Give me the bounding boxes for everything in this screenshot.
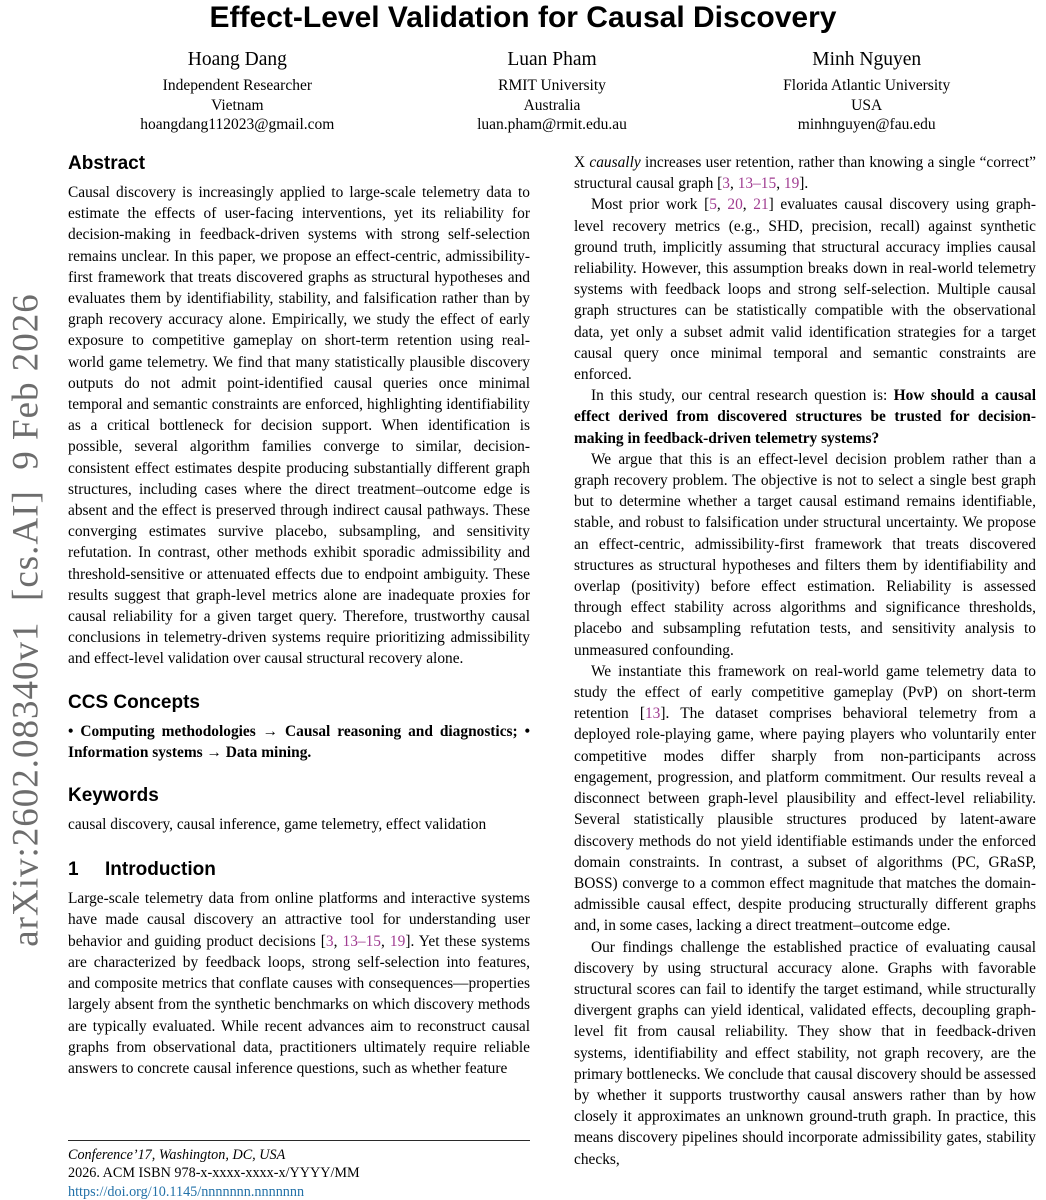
paragraph: Large-scale telemetry data from online platforms and interactive systems have made causal discovery an attractive tool for understanding user behavior and guiding product decisions [3, 13–15, 19]. Yet these systems are characterized by feedback loops, strong self-selection into features, and composite metrics that conflate causes with consequences—properties largely absent from the synthetic benchmarks on which discovery methods are typically evaluated. While recent advances aim to reconstruct causal graphs from observational data, practitioners ultimately require reliable answers to concrete causal inference questions, such as whether feature (68, 890, 530, 1077)
doi-link[interactable]: https://doi.org/10.1145/nnnnnnn.nnnnnnn (68, 1183, 305, 1200)
citation-link[interactable]: 19 (783, 175, 800, 193)
footnote-block (68, 1140, 530, 1200)
citation-link[interactable]: 21 (753, 196, 769, 214)
citation-link[interactable]: 20 (727, 196, 743, 214)
author-affiliation: Florida Atlantic University (783, 77, 951, 94)
author-card (395, 48, 710, 135)
paragraph: Most prior work [5, 20, 21] evaluates causal discovery using graph-level recovery metrics (e.g., SHD, precision, recall) against synthetic ground truth, implicitly assuming that structural accuracy implies causal reliability. However, this assumption breaks down in real-world telemetry systems with feedback loops and strong self-selection. Multiple causal graph structures can be statistically compatible with the observational data, yet only a subset admit valid identification strategies for a target causal query once minimal temporal and semantic constraints are enforced. (574, 196, 1036, 384)
keywords-text: causal discovery, causal inference, game telemetry, effect validation (68, 816, 487, 834)
conference-line: Conference’17, Washington, DC, USA (68, 1147, 286, 1163)
paragraph: We argue that this is an effect-level decision problem rather than a graph recovery problem. The objective is not to select a single best graph but to determine whether a target causal estimand remains identifiable, stable, and robust to falsification under structural uncertainty. We propose an effect-centric, admissibility-first framework that treats discovered structures as structural hypotheses and filters them by identifiability and overlap (positivity) before effect estimation. Reliability is assessed through effect stability across algorithms and significance thresholds, placebo and subsampling refutation tests, and sensitivity analysis to unmeasured confounding. (574, 450, 1036, 659)
introduction-heading (68, 858, 530, 881)
author-location: USA (851, 96, 883, 114)
citation-link[interactable]: 13–15 (342, 932, 381, 950)
section-title: Introduction (105, 859, 216, 881)
citation-link[interactable]: 19 (389, 932, 406, 950)
paragraph: Our findings challenge the established practice of evaluating causal discovery by using structural accuracy alone. Graphs with favorable structural scores can fail to identify the target estimand, while structurally divergent graphs can yield identical, validated effects, decoupling graph-level fit from causal reliability. They show that in feedback-driven systems, identifiability and effect stability, not graph recovery, are the primary bottlenecks. We conclude that causal discovery should be assessed by whether it supports trustworthy causal answers rather than by how closely it approximates an unknown ground-truth graph. In practice, this means discovery pipelines should incorporate admissibility gates, stability checks, (574, 938, 1036, 1168)
author-location: Australia (523, 96, 581, 114)
section-number: 1 (68, 859, 79, 881)
paragraph: X causally increases user retention, rather than knowing a single “correct” structural causal graph [3, 13–15, 19]. (574, 154, 1036, 193)
author-block (80, 48, 1024, 135)
author-location: Vietnam (211, 96, 264, 114)
paragraph: In this study, our central research question is: How should a causal effect derived from discovered structures be trusted for decision-making in feedback-driven telemetry systems? (574, 387, 1036, 447)
citation-link[interactable]: 5 (709, 196, 717, 214)
author-email: hoangdang112023@gmail.com (140, 116, 335, 133)
author-affiliation: RMIT University (498, 77, 606, 94)
citation-link[interactable]: 3 (325, 932, 334, 950)
left-column (68, 152, 530, 1138)
author-email: luan.pham@rmit.edu.au (477, 116, 627, 133)
author-name: Hoang Dang (187, 49, 287, 70)
citation-link[interactable]: 13 (644, 705, 661, 723)
author-affiliation: Independent Researcher (162, 77, 312, 94)
author-email: minhnguyen@fau.edu (797, 116, 936, 133)
author-card (709, 48, 1024, 135)
paper-title: Effect-Level Validation for Causal Discovery (209, 1, 837, 34)
right-column (574, 152, 1036, 1200)
isbn-line: 2026. ACM ISBN 978-x-xxxx-xxxx-x/YYYY/MM (68, 1165, 360, 1182)
citation-link[interactable]: 13–15 (737, 175, 777, 193)
author-name: Minh Nguyen (812, 49, 922, 70)
paragraph: We instantiate this framework on real-world game telemetry data to study the effect of early competitive gameplay (PvP) on short-term retention [13]. The dataset comprises behavioral telemetry from a deployed role-playing game, where paying players who voluntarily enter competitive modes differ sharply from non-participants across engagement, progression, and platform commitment. Our results reveal a disconnect between graph-level plausibility and effect-level reliability. Several statistically plausible structures produced by latent-aware discovery methods do not yield identifiable estimands under the enforced domain constraints. In contrast, a subset of algorithms (PC, GRaSP, BOSS) converge to a common effect magnitude that matches the domain-admissible causal effect, despite producing structurally different graphs and, in some cases, lacking a direct treatment–outcome edge. (574, 662, 1036, 935)
keywords-heading: Keywords (68, 785, 159, 807)
ccs-text: • Computing methodologies → Causal reasoning and diagnostics; • Information systems → Data mining. (68, 722, 530, 761)
arxiv-watermark: arXiv:2602.08340v1 [cs.AI] 9 Feb 2026 (5, 293, 47, 947)
ccs-heading: CCS Concepts (68, 691, 200, 713)
author-name: Luan Pham (507, 49, 597, 70)
citation-link[interactable]: 3 (722, 175, 730, 193)
abstract-text: Causal discovery is increasingly applied to large-scale telemetry data to estimate the effects of user-facing interventions, yet its reliability for decision-making in feedback-driven systems with strong self-selection remains unclear. In this paper, we propose an effect-centric, admissibility-first framework that treats discovered graphs as structural hypotheses and evaluates them by identifiability, stability, and falsification rather than by graph recovery accuracy alone. Empirically, we study the effect of early exposure to competitive gameplay on short-term retention using real-world game telemetry. We find that many statistically plausible discovery outputs do not admit point-identified causal queries once minimal temporal and semantic constraints are enforced, highlighting identifiability as a critical bottleneck for decision support. When identification is possible, several algorithm families converge to similar, decision-consistent effect estimates despite producing substantially different graph structures, including cases where the direct treatment–outcome edge is absent and the effect is preserved through indirect causal pathways. These converging estimates survive placebo, subsampling, and sensitivity refutation. In contrast, other methods exhibit sporadic admissibility and threshold-sensitive or attenuated effects due to endpoint ambiguity. These results suggest that graph-level metrics alone are inadequate proxies for causal reliability for a given target query. Therefore, trustworthy causal conclusions in telemetry-driven systems require prioritizing admissibility and effect-level validation over causal structural recovery alone. (68, 184, 530, 668)
author-card (80, 48, 395, 135)
abstract-heading: Abstract (68, 153, 146, 174)
